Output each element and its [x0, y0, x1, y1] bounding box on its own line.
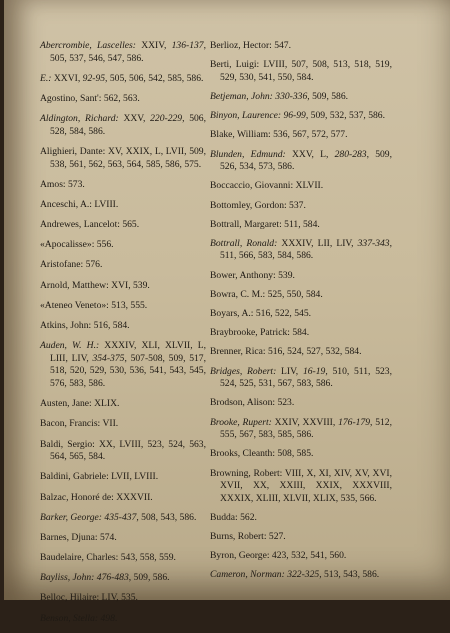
entry-references: [238, 512, 257, 523]
reference-text: 536, 567, 572, 577.: [270, 129, 348, 141]
entry-references: [114, 492, 153, 503]
index-entry: [210, 346, 392, 359]
entry-name: Bridges, Robert:: [210, 365, 277, 377]
index-entry: [210, 448, 392, 461]
entry-references: [118, 552, 176, 563]
index-entry: [210, 531, 392, 544]
entry-references: [266, 346, 362, 357]
entry-references: [109, 300, 147, 311]
entry-name: Abercrombie, Lascelles:: [40, 40, 136, 51]
index-entry: [210, 40, 392, 53]
entry-name: Boccaccio, Giovanni:: [210, 180, 294, 192]
entry-name: «Ateneo Veneto»:: [40, 299, 109, 311]
entry-name: Browning, Robert:: [210, 467, 283, 479]
entry-references: [100, 418, 118, 429]
entry-name: Bower, Anthony:: [210, 269, 276, 281]
entry-references: [109, 471, 158, 482]
reference-text: 537.: [286, 199, 306, 211]
entry-name: Brodson, Alison:: [210, 397, 276, 409]
entry-references: [275, 448, 313, 459]
entry-references: [51, 73, 203, 84]
entry-references: [281, 110, 385, 121]
reference-text: , 506, 528, 584, 586.: [50, 113, 206, 137]
page-range-italic: 176-179: [338, 416, 371, 428]
index-entry: [40, 199, 206, 212]
index-entry: [40, 398, 206, 411]
index-entry: [40, 179, 206, 192]
entry-references: [109, 280, 150, 291]
entry-name: Berti, Luigi:: [210, 59, 260, 71]
reference-text: LVIII.: [91, 198, 119, 210]
reference-text: , 505, 537, 546, 547, 586.: [50, 40, 206, 64]
reference-text: LVIII, 507, 508, 513, 518, 519, 529, 530, 541, 550, 584.: [220, 59, 392, 83]
reference-text: 562, 563.: [101, 92, 140, 104]
reference-text: 556.: [94, 239, 114, 251]
reference-text: 543, 558, 559.: [118, 552, 176, 564]
entry-name: Benson, Stella:: [40, 612, 99, 624]
reference-text: XX, LVIII, 523, 524, 563, 564, 565, 584.: [50, 438, 206, 463]
reference-text: LVII, LVIII.: [108, 471, 159, 483]
index-entry: [210, 238, 392, 263]
reference-text: 565.: [119, 219, 140, 231]
index-entry: [210, 417, 392, 442]
index-entry: [40, 471, 206, 484]
reference-text: XVI, 539.: [108, 279, 150, 291]
index-entry: [40, 613, 206, 626]
entry-name: Amos:: [40, 178, 66, 190]
reference-text: 539.: [275, 269, 295, 281]
entry-name: Brooks, Cleanth:: [210, 448, 276, 460]
reference-text: 516, 522, 545.: [253, 308, 312, 320]
entry-references: [92, 398, 120, 409]
reference-text: XXV,: [118, 113, 151, 125]
index-entry: [40, 492, 206, 505]
entry-references: [273, 91, 348, 102]
reference-text: 562.: [237, 511, 257, 523]
entry-references: [94, 572, 169, 583]
index-entry: [40, 320, 206, 333]
index-entry: [210, 308, 392, 321]
index-entry: [40, 512, 206, 525]
entry-references: [101, 93, 139, 104]
entry-name: Berlioz, Hector:: [210, 40, 272, 51]
reference-text: 573.: [65, 178, 85, 190]
index-entry: [210, 149, 392, 174]
reference-text: XXVI,: [51, 72, 83, 84]
reference-text: XLVII.: [293, 180, 324, 192]
index-entry: [210, 468, 392, 506]
page-range-italic: 354-375: [92, 352, 125, 364]
index-entry: [40, 93, 206, 106]
reference-text: 513, 555.: [108, 299, 148, 311]
entry-name: Auden, W. H.:: [40, 340, 100, 352]
page-range-italic: 498: [100, 612, 115, 624]
entry-name: Alighieri, Dante:: [40, 145, 106, 157]
entry-name: Bottrall, Ronald:: [210, 237, 278, 249]
index-entry: [40, 439, 206, 464]
index-column-right: [210, 40, 392, 589]
page-range-italic: 96-99: [283, 110, 306, 122]
index-entry: [40, 300, 206, 313]
entry-name: Burns, Robert:: [210, 531, 267, 543]
entry-name: Atkins, John:: [40, 320, 92, 332]
index-column-left: [40, 40, 206, 633]
entry-name: Arnold, Matthew:: [40, 279, 109, 291]
reference-text: , 513, 543, 586.: [319, 569, 380, 581]
entry-references: [98, 532, 117, 543]
reference-text: 516, 524, 527, 532, 584.: [265, 346, 362, 358]
page-range-italic: 476-483: [96, 572, 129, 584]
reference-text: LIV, 535.: [99, 592, 138, 604]
entry-name: Bowra, C. M.:: [210, 288, 266, 300]
entry-name: Bayliss, John:: [40, 572, 95, 584]
index-entry: [40, 340, 206, 390]
index-entry: [40, 572, 206, 585]
index-entry: [40, 73, 206, 86]
entry-references: [271, 129, 348, 140]
reference-text: 527.: [266, 531, 286, 543]
index-entry: [210, 110, 392, 123]
entry-references: [83, 259, 102, 270]
index-entry: [210, 270, 392, 283]
reference-text: VII.: [100, 418, 119, 430]
index-entry: [210, 91, 392, 104]
entry-name: Byron, George:: [210, 550, 270, 562]
entry-references: [267, 531, 286, 542]
index-entry: [210, 59, 392, 84]
entry-name: Baudelaire, Charles:: [40, 552, 119, 564]
reference-text: XV, XXIX, L, LVII, 509, 538, 561, 562, 563, 564, 585, 586, 575.: [50, 145, 206, 170]
entry-references: [270, 550, 347, 561]
reference-text: XXV, L,: [285, 148, 335, 160]
index-entry: [210, 397, 392, 410]
entry-name: Anceschi, A.:: [40, 198, 92, 210]
entry-name: Balzac, Honoré de:: [40, 491, 114, 503]
reference-text: , 509, 586.: [307, 90, 349, 102]
index-entry: [210, 200, 392, 213]
reference-text: , 509, 532, 537, 586.: [305, 110, 385, 122]
entry-references: [265, 289, 323, 300]
entry-name: Budda:: [210, 511, 238, 523]
index-entry: [210, 569, 392, 582]
page-range-italic: 435-437: [104, 511, 137, 523]
entry-name: Braybrooke, Patrick:: [210, 327, 290, 339]
book-page: [4, 0, 450, 624]
entry-name: Aristofane:: [40, 259, 84, 271]
reference-text: , 512, 555, 567, 583, 585, 586.: [220, 416, 393, 441]
index-entry: [40, 146, 206, 171]
reference-text: 511, 584.: [281, 218, 320, 230]
entry-references: [102, 512, 196, 523]
entry-name: Agostino, Sant':: [40, 92, 102, 104]
reference-text: , 511, 566, 583, 584, 586.: [220, 237, 392, 262]
entry-name: Andrewes, Lancelot:: [40, 219, 120, 231]
index-entry: [210, 366, 392, 391]
reference-text: 508, 585.: [275, 448, 314, 460]
reference-text: XLIX.: [91, 398, 120, 410]
entry-name: Betjeman, John:: [210, 90, 273, 102]
entry-name: Boyars, A.:: [210, 308, 254, 320]
index-entry: [40, 592, 206, 605]
entry-name: Baldi, Sergio:: [40, 438, 95, 450]
index-entry: [40, 418, 206, 431]
index-entry: [210, 129, 392, 142]
page-range-italic: 330-336: [275, 90, 308, 102]
entry-name: Bottrall, Margaret:: [210, 218, 282, 230]
index-entry: [210, 219, 392, 232]
entry-name: Blake, William:: [210, 129, 271, 141]
entry-name: Brooke, Rupert:: [210, 416, 272, 428]
entry-name: Binyon, Laurence:: [210, 110, 282, 122]
index-entry: [40, 552, 206, 565]
entry-name: Barnes, Djuna:: [40, 531, 98, 543]
page-range-italic: 280-283: [334, 148, 367, 160]
index-entry: [40, 280, 206, 293]
entry-name: Austen, Jane:: [40, 398, 92, 410]
entry-name: Barker, George:: [40, 511, 102, 523]
entry-references: [272, 40, 291, 51]
page-range-italic: 220-229: [150, 113, 183, 125]
reference-text: VIII, X, XI, XIV, XV, XVI, XVII, XX, XXIII, XXIX, XXXVIII, XXXIX, XLIII, XLVII, XLIX, 535, 566.: [220, 467, 392, 504]
entry-name: Brenner, Rica:: [210, 346, 266, 358]
reference-text: 576.: [83, 259, 103, 271]
index-entry: [210, 327, 392, 340]
reference-text: 525, 550, 584.: [265, 288, 323, 300]
reference-text: XXIV,: [135, 40, 172, 51]
reference-text: 523.: [275, 397, 295, 409]
entry-name: Cameron, Norman:: [210, 569, 285, 581]
page-range-italic: 92-95: [82, 72, 106, 84]
entry-references: [98, 613, 117, 624]
entry-name: Blunden, Edmund:: [210, 148, 286, 160]
reference-text: XXXIV, XLI, XLVII, L, LIII, LIV,: [50, 340, 206, 364]
entry-references: [275, 397, 294, 408]
index-entry: [40, 219, 206, 232]
reference-text: , 509, 526, 534, 573, 586.: [220, 148, 392, 173]
index-entry: [210, 180, 392, 193]
entry-name: Aldington, Richard:: [40, 113, 119, 125]
index-entry: [210, 550, 392, 563]
entry-name: Bacon, Francis:: [40, 418, 101, 430]
entry-name: Baldini, Gabriele:: [40, 471, 109, 483]
entry-references: [99, 592, 138, 603]
reference-text: 574.: [97, 531, 117, 543]
index-entry: [40, 113, 206, 138]
reference-text: XXIV, XXVIII,: [271, 416, 339, 428]
index-entry: [40, 239, 206, 252]
entry-references: [92, 199, 118, 210]
reference-text: , 510, 511, 523, 524, 525, 531, 567, 583, 586.: [220, 365, 392, 390]
entry-name: E.:: [40, 72, 52, 84]
page-range-italic: 16-19: [302, 365, 326, 377]
reference-text: 584.: [289, 327, 310, 339]
index-entry: [40, 532, 206, 545]
reference-text: , 509, 586.: [128, 572, 170, 584]
entry-name: Bottomley, Gordon:: [210, 199, 287, 211]
entry-references: [285, 569, 379, 580]
entry-references: [276, 270, 295, 281]
entry-references: [91, 320, 129, 331]
reference-text: XXXVII.: [113, 491, 153, 503]
entry-references: [253, 308, 311, 319]
reference-text: XXXIV, LII, LIV,: [277, 237, 358, 249]
entry-name: «Apocalisse»:: [40, 239, 95, 251]
entry-references: [66, 179, 85, 190]
reference-text: , 508, 543, 586.: [136, 511, 197, 523]
entry-name: Belloc, Hilaire:: [40, 592, 100, 604]
reference-text: .: [114, 612, 118, 624]
index-entry: [40, 40, 206, 65]
entry-references: [293, 180, 323, 191]
page-range-italic: 322-325: [287, 569, 320, 581]
reference-text: , 505, 506, 542, 585, 586.: [105, 72, 204, 84]
entry-references: [290, 327, 309, 338]
reference-text: 547.: [271, 40, 291, 51]
reference-text: 516, 584.: [91, 320, 130, 332]
index-entry: [210, 512, 392, 525]
index-entry: [40, 259, 206, 272]
entry-references: [94, 239, 113, 250]
page-range-italic: 136-137: [171, 40, 204, 51]
entry-references: [120, 219, 139, 230]
page-range-italic: 337-343: [357, 237, 390, 249]
reference-text: 423, 532, 541, 560.: [269, 550, 347, 562]
entry-references: [287, 200, 306, 211]
reference-text: , 507-508, 509, 517, 518, 520, 529, 530, 536, 541, 543, 545, 576, 583, 586.: [50, 352, 206, 389]
index-entry: [210, 289, 392, 302]
reference-text: LIV,: [276, 365, 303, 377]
entry-references: [282, 219, 320, 230]
